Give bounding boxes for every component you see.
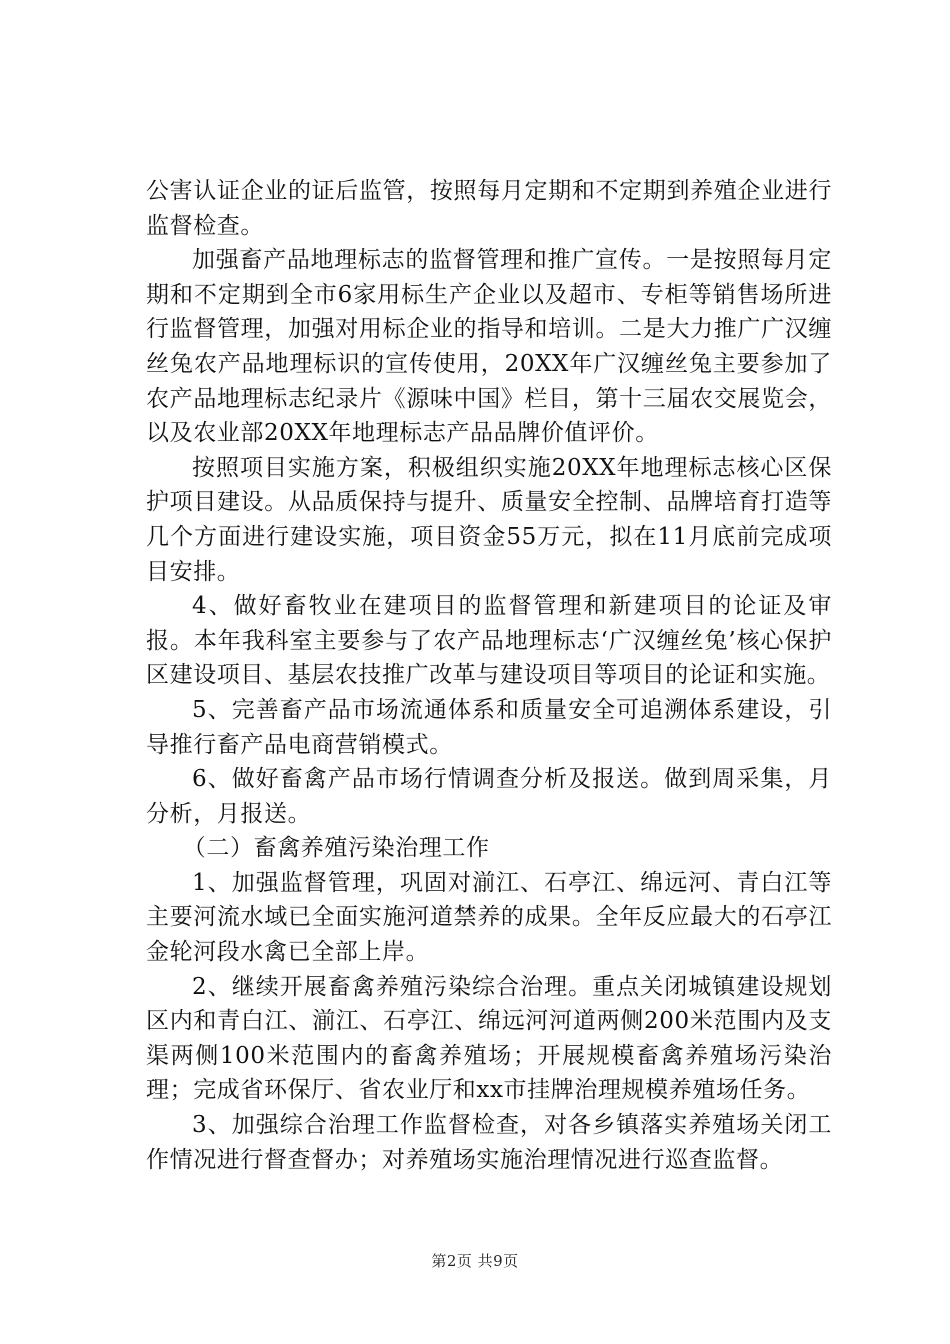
paragraph-project-implementation: 按照项目实施方案，积极组织实施20XX年地理标志核心区保护项目建设。从品质保持与提升、质量安全控制、品牌培育打造等几个方面进行建设实施，项目资金55万元，拟在11月底前完成项目安排。 xyxy=(146,454,832,585)
paragraph-item-6: 6、做好畜禽产品市场行情调查分析及报送。做到周采集，月分析，月报送。 xyxy=(146,766,832,827)
page-number-footer: 第2页 共9页 xyxy=(431,1252,519,1270)
paragraph-item-5: 5、完善畜产品市场流通体系和质量安全可追溯体系建设，引导推行畜产品电商营销模式。 xyxy=(146,696,832,758)
paragraph-pollution-item-2: 2、继续开展畜禽养殖污染综合治理。重点关闭城镇建设规划区内和青白江、湔江、石亭江、绵远河河道两侧200米范围内及支渠两侧100米范围内的畜禽养殖场；开展规模畜禽养殖场污染治理；完成省环保厅、省农业厅和xx市挂牌治理规模养殖场任务。 xyxy=(146,973,832,1104)
section-heading: （二）畜禽养殖污染治理工作 xyxy=(182,835,490,862)
paragraph-pollution-item-3: 3、加强综合治理工作监督检查，对各乡镇落实养殖场关闭工作情况进行督查督办；对养殖场实施治理情况进行巡查监督。 xyxy=(146,1112,832,1173)
paragraph-geographic-indication: 加强畜产品地理标志的监督管理和推广宣传。一是按照每月定期和不定期到全市6家用标生产企业以及超市、专柜等销售场所进行监督管理，加强对用标企业的指导和培训。二是大力推广广汉缠丝兔农产品地理标识的宣传使用，20XX年广汉缠丝兔主要参加了农产品地理标志纪录片《源味中国》栏目，第十三届农交展览会，以及农业部20XX年地理标志产品品牌价值评价。 xyxy=(146,247,832,447)
paragraph-pollution-item-1: 1、加强监督管理，巩固对湔江、石亭江、绵远河、青白江等主要河流水域已全面实施河道禁养的成果。全年反应最大的石亭江金轮河段水禽已全部上岸。 xyxy=(146,869,832,966)
paragraph-item-4: 4、做好畜牧业在建项目的监督管理和新建项目的论证及审报。本年我科室主要参与了农产品地理标志‘广汉缠丝兔’核心保护区建设项目、基层农技推广改革与建设项目等项目的论证和实施。 xyxy=(146,593,832,689)
paragraph-continued: 公害认证企业的证后监管，按照每月定期和不定期到养殖企业进行监督检查。 xyxy=(146,178,832,239)
document-body xyxy=(146,174,832,1177)
